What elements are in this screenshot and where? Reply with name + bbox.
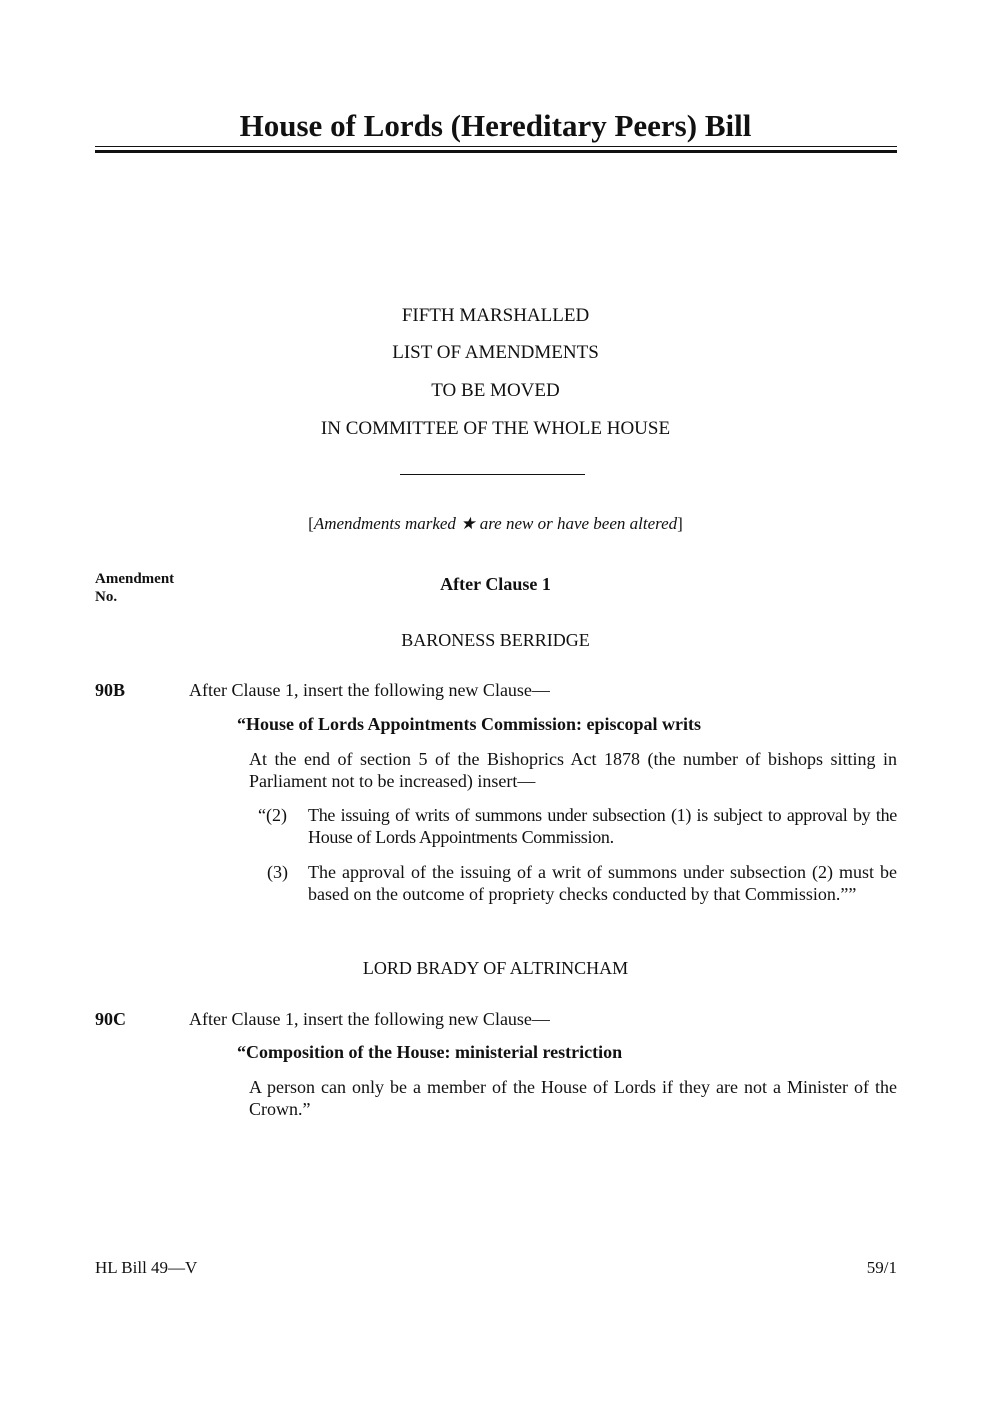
title-rule-thin — [95, 146, 897, 147]
amendment-no-label: Amendment No. — [95, 571, 175, 605]
heading-line: TO BE MOVED — [431, 380, 560, 401]
heading-line: LIST OF AMENDMENTS — [392, 342, 599, 363]
subsection-text: The approval of the issuing of a writ of summons under subsection (2) must be based on the outcome of propriety checks conducted by that Commission.”” — [308, 862, 897, 904]
heading-line: FIFTH MARSHALLED — [401, 305, 590, 326]
subsection-label: “(2) — [258, 805, 287, 825]
section-heading: After Clause 1 — [440, 574, 551, 594]
amendments-note: [Amendments marked ★ are new or have been altered] — [308, 514, 683, 533]
divider — [400, 474, 585, 475]
clause-heading: “Composition of the House: ministerial restriction — [237, 1042, 623, 1062]
subsection-label: (3) — [267, 862, 288, 882]
amendment-intro: After Clause 1, insert the following new Clause— — [189, 1009, 550, 1029]
footer-bill-number: HL Bill 49—V — [95, 1258, 198, 1277]
star-icon: ★ — [460, 514, 476, 533]
amendment-number: 90C — [95, 1009, 126, 1029]
clause-body: A person can only be a member of the House of Lords if they are not a Minister of the Crown.” — [249, 1077, 897, 1119]
amendment-number: 90B — [95, 680, 126, 700]
subsection-text: The issuing of writs of summons under subsection (1) is subject to approval by the House of Lords Appointments Commission. — [308, 805, 897, 847]
clause-body: At the end of section 5 of the Bishoprics Act 1878 (the number of bishops sitting in Parliament not to be increased) insert— — [249, 749, 897, 791]
footer-page-ref: 59/1 — [866, 1258, 897, 1277]
sponsor-name: BARONESS BERRIDGE — [401, 630, 590, 650]
bill-title: House of Lords (Hereditary Peers) Bill — [239, 108, 752, 143]
clause-heading: “House of Lords Appointments Commission: episcopal writs — [237, 714, 702, 734]
title-rule-thick — [95, 150, 897, 153]
amendment-intro: After Clause 1, insert the following new Clause— — [189, 680, 550, 700]
sponsor-name: LORD BRADY OF ALTRINCHAM — [362, 958, 629, 978]
heading-line: IN COMMITTEE OF THE WHOLE HOUSE — [320, 418, 671, 439]
